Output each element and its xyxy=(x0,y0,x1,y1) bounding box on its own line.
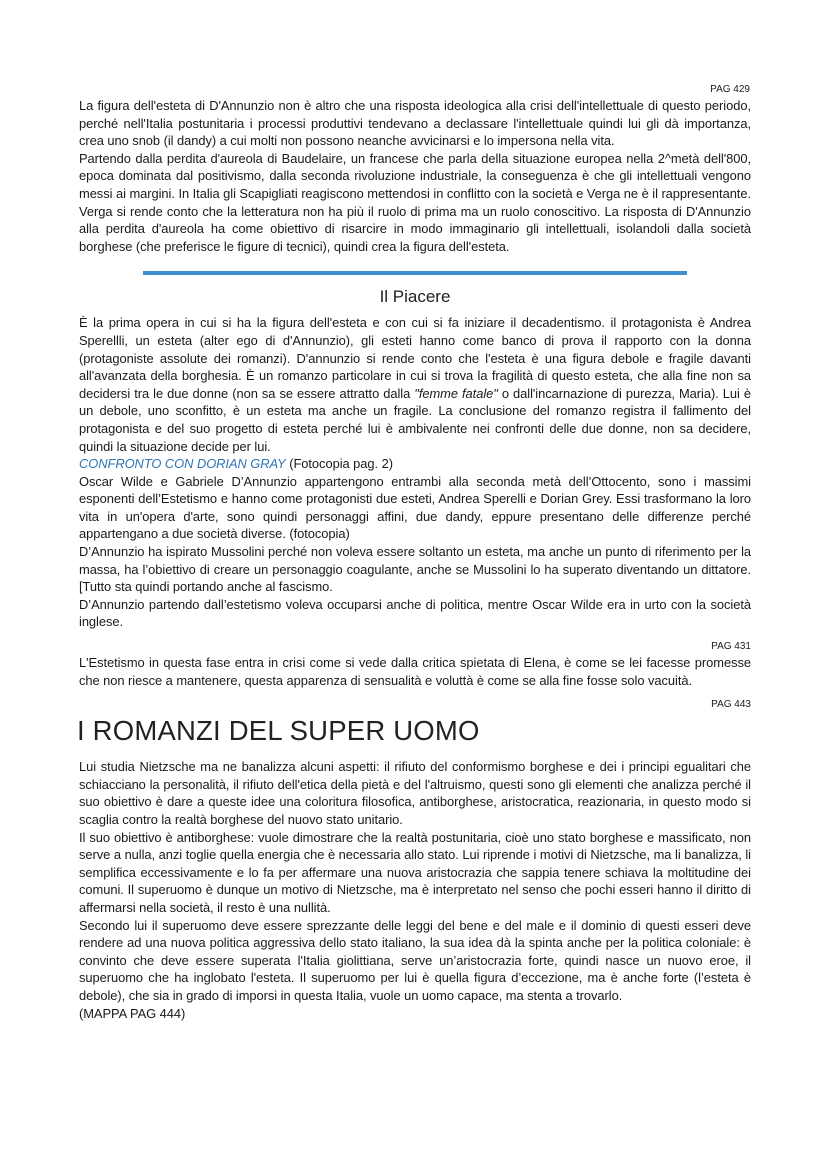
text-run: o dall'incarnazione di purezza, Maria). Lui è un debole, uno sconfitto, è un esteta ma anche un fragile. La conclusione del romanzo registra il fallimento del protagonista e del suo progetto di esteta perché lui è ambivalente nei confronti delle due donne, non sa decidere, quindi la situazione decide per lui. xyxy=(79,385,752,454)
document-body xyxy=(79,82,751,1022)
paragraph: L'Estetismo in questa fase entra in crisi come si vede dalla critica spietata di Elena, è come se lei facesse promesse che non riesce a mantenere, questa apparenza di sensualità e voluttà è come se alla fine fosse solo vacuità. xyxy=(79,655,751,688)
italic-text: "femme fatale" xyxy=(414,385,498,401)
page-reference: PAG 431 xyxy=(711,641,751,653)
paragraph: (MAPPA PAG 444) xyxy=(79,1005,186,1021)
paragraph: Lui studia Nietzsche ma ne banalizza alcuni aspetti: il rifiuto del conformismo borghese e dei i principi egualitari che schiacciano la personalità, il rifiuto dell'etica della pietà e del l'altruismo, questi sono gli elementi che analizza perché il suo obiettivo è dare a queste idee una coloritura filosofica, antiborghese, aristocratica, reazionaria, in questo modo si scaglia contro la realtà borghese del nuovo stato unitario. xyxy=(79,759,751,827)
subheading xyxy=(79,455,751,473)
subheading-note: (Fotocopia pag. 2) xyxy=(285,456,393,472)
paragraph: Partendo dalla perdita d'aureola di Baudelaire, un francese che parla della situazione europea nella 2^metà dell'800, epoca dominata dal positivismo, dalla seconda rivoluzione industriale, la conseguenza è che gli intellettuali vengono messi ai margini. In Italia gli Scapigliati reagiscono mettendosi in conflitto con la società e Verga ne è il rappresentante. Verga si rende conto che la letteratura non ha più il ruolo di prima ma un ruolo conoscitivo. La risposta di D'Annunzio alla perdita d'aureola ha come obiettivo di risarcire in modo immaginario gli intellettuali, isolandoli dalla società borghese (che preferisce le figure di tecnici), quindi crea la figura dell'esteta. xyxy=(79,150,751,254)
paragraph: Secondo lui il superuomo deve essere sprezzante delle leggi del bene e del male e il dominio di questi esseri deve rendere ad una nuova politica aggressiva dello stato italiano, la sua idea dà la spinta anche per la politica coloniale: è convinto che deve essere superata l'Italia giolittiana, serve un’aristocrazia forte, quindi nasce un nuovo eroe, il superuomo che ha inglobato l'esteta. Il superuomo per lui è quella figura d’eccezione, ma è anche forte (l’esteta è debole), che sia in grado di imporsi in questa Italia, vuole un uomo capace, ma stenta a trovarlo. xyxy=(79,917,751,1003)
page-reference: PAG 443 xyxy=(711,699,751,711)
section-title: Il Piacere xyxy=(379,287,451,307)
chapter-title: I ROMANZI DEL SUPER UOMO xyxy=(77,715,480,747)
subheading-label: CONFRONTO CON DORIAN GRAY xyxy=(79,456,286,472)
text-run: È la prima opera in cui si ha la figura dell'esteta e con cui si fa iniziare il decadentismo. il protagonista è Andrea Sperellli, un esteta (alter ego di d'Annunzio), gli esteti hanno come banco di prova il rapporto con la donna (protagoniste assolute dei romanzi). D'annunzio si rende conto che l'esteta è una figura debole e fragile davanti all'avanzata della borghesia. È un romanzo particolare in cui si trova la fragilità di questo esteta, che alla fine non sa decidersi tra le due donne (non sa se essere attratto dalla xyxy=(79,315,751,401)
paragraph: Oscar Wilde e Gabriele D’Annunzio appartengono entrambi alla seconda metà dell’Ottocento, sono i massimi esponenti dell’Estetismo e hanno come protagonisti due esteti, Andrea Sperelli e Dorian Grey. Essi trasformano la loro vita in un'opera d'arte, sono quindi personaggi affini, due dandy, eppure presentano delle differenze perché appartengano a due società diverse. (fotocopia) xyxy=(79,473,751,542)
paragraph: D’Annunzio ha ispirato Mussolini perché non voleva essere soltanto un esteta, ma anche un punto di riferimento per la massa, ha l’obiettivo di creare un personaggio coagulante, anche se Mussolini lo ha superato diventando un dittatore. [Tutto sta quindi portando anche al fascismo. xyxy=(79,544,751,595)
section-divider xyxy=(143,271,687,275)
page-reference: PAG 429 xyxy=(710,84,750,95)
paragraph: Il suo obiettivo è antiborghese: vuole dimostrare che la realtà postunitaria, cioè uno stato borghese e massificato, non serve a nulla, anzi toglie quella energia che è necessaria allo stato. Lui riprende i motivi di Nietzsche, ma li banalizza, li semplifica eccessivamente e lo fa per affermare una nuova aristocrazia che sappia tenere schiava la moltitudine dei comuni. Il superuomo è dunque un motivo di Nietzsche, ma è interpretato nel senso che pochi esseri hanno il diritto di affermarsi nella società, il resto è una nullità. xyxy=(79,829,751,915)
paragraph: La figura dell'esteta di D'Annunzio non è altro che una risposta ideologica alla crisi dell'intellettuale di questo periodo, perché nell'Italia postunitaria i processi produttivi tendevano a declassare l'intellettuale quindi lui gli dà importanza, crea uno snob (il dandy) a cui molti non possono neanche avvicinarsi e lo impersona nella vita. xyxy=(79,98,751,149)
paragraph: D’Annunzio partendo dall’estetismo voleva occuparsi anche di politica, mentre Oscar Wilde era in urto con la società inglese. xyxy=(79,596,751,630)
paragraph xyxy=(79,314,751,455)
